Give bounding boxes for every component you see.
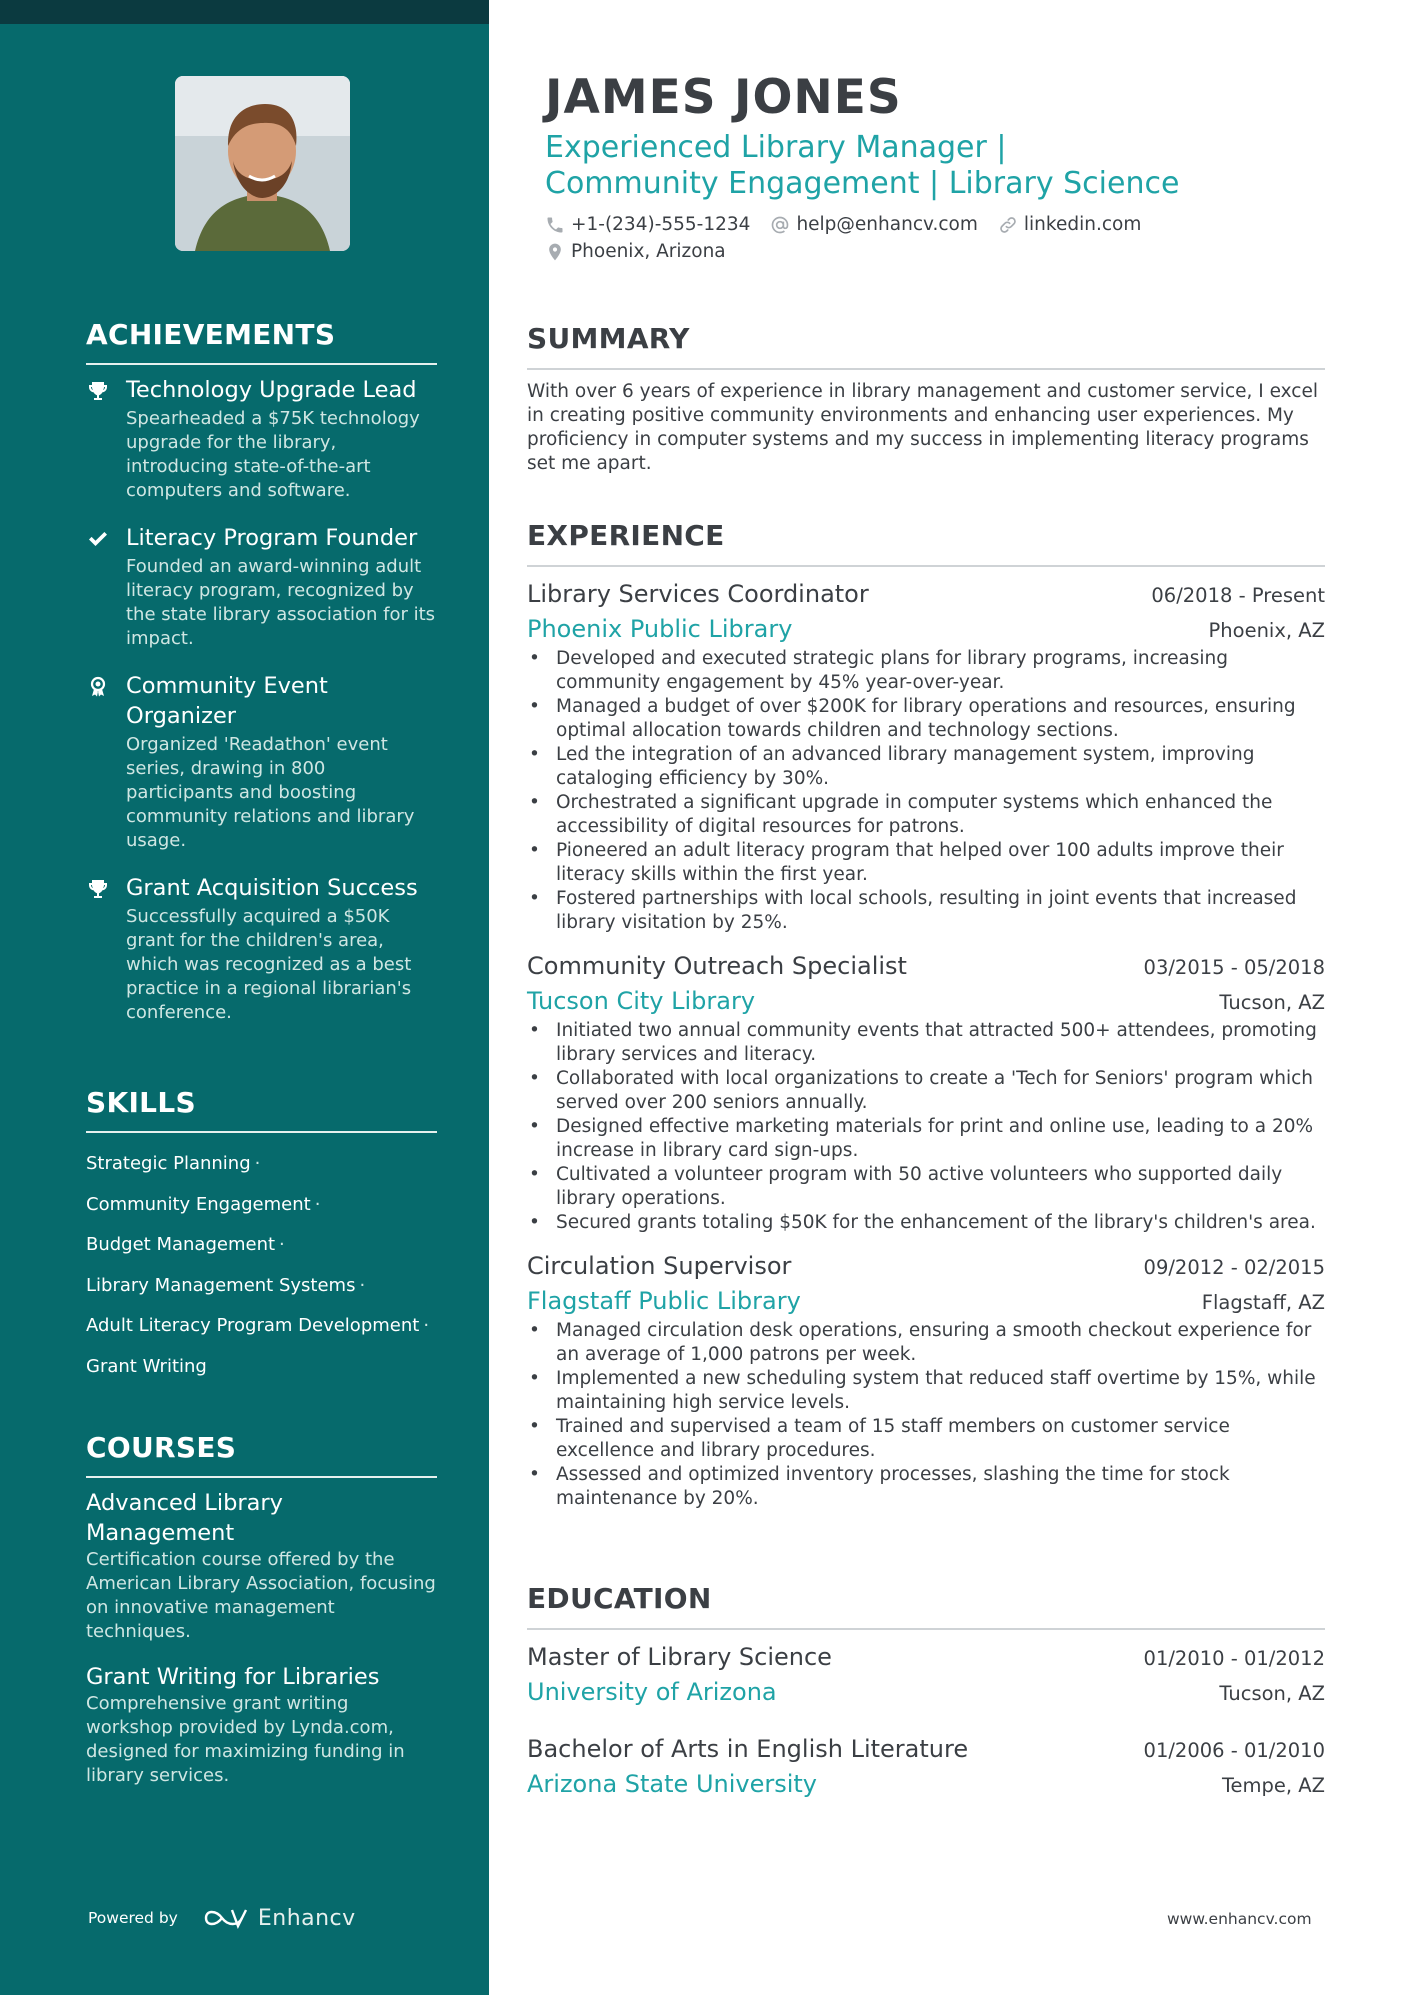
course-title: Advanced Library Management [86,1490,283,1546]
bullet-item: • Cultivated a volunteer program with 50 active volunteers who supported daily library operations. [527,1163,1325,1211]
sidebar-top-bar [0,0,489,24]
job-title: Library Services Coordinator [527,580,869,608]
course-title: Grant Writing for Libraries [86,1664,380,1690]
link-icon [998,215,1018,235]
bullet-item: • Assessed and optimized inventory processes, slashing the time for stock maintenance by 20%. [527,1463,1325,1511]
summary-text: With over 6 years of experience in library management and customer service, I excel in creating positive community environments and enhancing user experiences. My proficiency in computer systems and my success in implementing literacy programs set me apart. [527,381,1318,474]
phone-contact[interactable]: +1-(234)-555-1234 [545,214,750,235]
job-location: Tucson, AZ [1219,991,1325,1014]
course-item [86,1488,437,1644]
contact-row [545,214,1305,235]
education-entry [527,1640,1325,1710]
headline: Experienced Library Manager | Community Engagement | Library Science [545,130,1180,201]
bullet-item: • Managed circulation desk operations, ensuring a smooth checkout experience for an average of 1,000 patrons per week. [527,1319,1325,1367]
experience-entry [527,1249,1325,1511]
job-dates: 09/2012 - 02/2015 [1143,1256,1325,1279]
footer-website-link[interactable]: www.enhancv.com [1167,1910,1312,1928]
education-dates: 01/2010 - 01/2012 [1143,1647,1325,1670]
course-item [86,1662,437,1788]
skill-item: Grant Writing [86,1355,207,1377]
experience-heading: EXPERIENCE [527,519,1325,567]
experience-entry [527,577,1325,935]
achievements-heading: ACHIEVEMENTS [86,318,437,365]
summary-section [527,322,1325,476]
achievement-title: Literacy Program Founder [126,525,418,551]
skill-item: Library Management Systems · [86,1274,366,1296]
education-entry [527,1732,1325,1802]
course-description: Certification course offered by the American Library Association, focusing on innovative management techniques. [86,1549,436,1642]
bullet-item: • Initiated two annual community events that attracted 500+ attendees, promoting library services and literacy. [527,1019,1325,1067]
courses-heading: COURSES [86,1431,437,1478]
summary-heading: SUMMARY [527,322,1325,370]
trophy-icon [86,379,110,403]
bullet-item: • Designed effective marketing materials for print and online use, leading to a 20% increase in library card sign-ups. [527,1115,1325,1163]
enhancv-logo-icon [202,1905,250,1931]
trophy-icon [86,877,110,901]
candidate-name: JAMES JONES [545,70,902,125]
job-title: Community Outreach Specialist [527,952,907,980]
achievement-title: Grant Acquisition Success [126,875,418,901]
achievements-section [86,318,437,1025]
checkmark-icon [86,527,110,551]
bullet-item: • Collaborated with local organizations to create a 'Tech for Seniors' program which served over 200 seniors annually. [527,1067,1325,1115]
achievement-description: Founded an award-winning adult literacy program, recognized by the state library association for its impact. [126,556,436,649]
location-row [545,241,1305,262]
profile-photo [175,76,350,251]
powered-by [88,1905,356,1931]
company-name: Phoenix Public Library [527,615,793,643]
bullet-item: • Secured grants totaling $50K for the enhancement of the library's children's area. [527,1211,1325,1235]
achievement-item [86,873,437,1025]
achievement-item [86,523,437,651]
degree-title: Bachelor of Arts in English Literature [527,1735,969,1763]
job-bullets [527,1319,1325,1511]
at-sign-icon [770,215,790,235]
job-location: Flagstaff, AZ [1201,1291,1325,1314]
education-section [527,1582,1325,1802]
skill-item: Adult Literacy Program Development · [86,1315,430,1337]
phone-icon [545,215,565,235]
school-name: Arizona State University [527,1770,818,1798]
bullet-item: • Led the integration of an advanced library management system, improving cataloging efficiency by 30%. [527,743,1325,791]
school-name: University of Arizona [527,1678,777,1706]
achievement-description: Successfully acquired a $50K grant for the children's area, which was recognized as a best practice in a regional librarian's conference. [126,906,412,1023]
skill-item: Community Engagement · [86,1193,321,1215]
linkedin-contact[interactable]: linkedin.com [998,214,1141,235]
experience-section [527,519,1325,1511]
sidebar [0,0,489,1995]
job-dates: 06/2018 - Present [1151,584,1325,607]
school-location: Tucson, AZ [1219,1682,1325,1705]
skills-heading: SKILLS [86,1086,437,1133]
bullet-item: • Orchestrated a significant upgrade in computer systems which enhanced the accessibility of digital resources for patrons. [527,791,1325,839]
achievement-title: Community Event Organizer [126,673,328,729]
course-description: Comprehensive grant writing workshop provided by Lynda.com, designed for maximizing funding in library services. [86,1693,405,1786]
company-name: Flagstaff Public Library [527,1287,801,1315]
job-location: Phoenix, AZ [1208,619,1325,642]
education-heading: EDUCATION [527,1582,1325,1630]
location-pin-icon [545,242,565,262]
skill-item: Budget Management · [86,1234,285,1256]
bullet-item: • Implemented a new scheduling system that reduced staff overtime by 15%, while maintaining high service levels. [527,1367,1325,1415]
company-name: Tucson City Library [527,987,756,1015]
skill-item: Strategic Planning · [86,1153,261,1174]
email-contact[interactable]: help@enhancv.com [770,214,977,235]
job-dates: 03/2015 - 05/2018 [1143,956,1325,979]
courses-section [86,1431,437,1788]
school-location: Tempe, AZ [1221,1774,1325,1797]
enhancv-logo[interactable] [202,1905,356,1931]
medal-icon [86,675,110,699]
experience-entry [527,949,1325,1235]
achievement-title: Technology Upgrade Lead [126,377,417,403]
resume-header [545,68,1305,262]
bullet-item: • Fostered partnerships with local schools, resulting in joint events that increased library visitation by 25%. [527,887,1325,935]
achievement-item [86,375,437,503]
powered-by-label: Powered by [88,1909,178,1927]
bullet-item: • Pioneered an adult literacy program that helped over 100 adults improve their literacy skills within the first year. [527,839,1325,887]
location-contact: Phoenix, Arizona [545,241,726,262]
achievement-item [86,671,437,853]
job-title: Circulation Supervisor [527,1252,792,1280]
skills-section [86,1086,437,1385]
brand-name: Enhancv [257,1905,356,1931]
bullet-item: • Developed and executed strategic plans for library programs, increasing community engagement by 45% year-over-year. [527,647,1325,695]
degree-title: Master of Library Science [527,1643,832,1671]
achievement-description: Spearheaded a $75K technology upgrade for the library, introducing state-of-the-art computers and software. [126,408,420,501]
bullet-item: • Managed a budget of over $200K for library operations and resources, ensuring optimal allocation towards children and technology sections. [527,695,1325,743]
job-bullets [527,1019,1325,1235]
bullet-item: • Trained and supervised a team of 15 staff members on customer service excellence and library procedures. [527,1415,1325,1463]
job-bullets [527,647,1325,935]
achievement-description: Organized 'Readathon' event series, drawing in 800 participants and boosting community relations and library usage. [126,734,415,851]
education-dates: 01/2006 - 01/2010 [1143,1739,1325,1762]
